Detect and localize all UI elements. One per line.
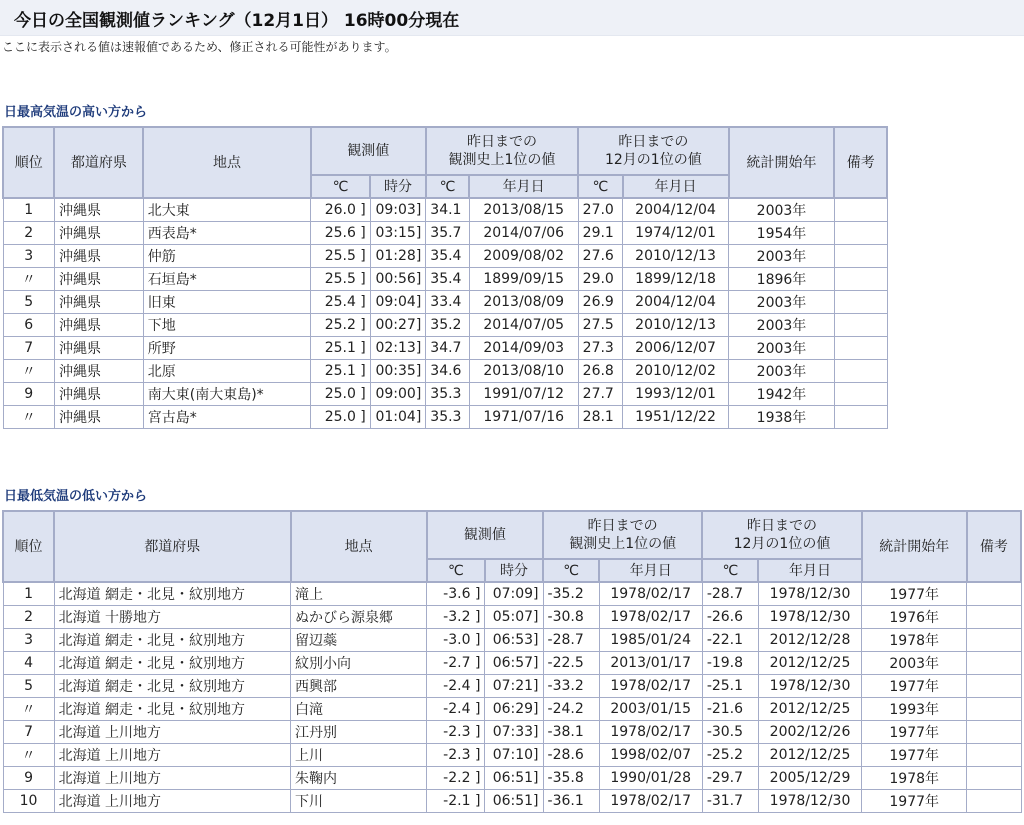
prefecture-cell: 沖縄県: [54, 314, 143, 337]
record-value-cell: 35.7: [426, 222, 469, 245]
station-cell: 旧東: [143, 291, 311, 314]
station-cell: 北大東: [143, 198, 311, 222]
month-record-value-cell: -25.2: [702, 744, 758, 767]
month-record-value-cell: -31.7: [702, 790, 758, 813]
prefecture-cell: 沖縄県: [54, 337, 143, 360]
station-cell: 西表島*: [143, 222, 311, 245]
record-value-cell: 35.2: [426, 314, 469, 337]
month-record-value-cell: 29.1: [578, 222, 622, 245]
month-record-date-cell: 2006/12/07: [623, 337, 729, 360]
station-cell: 白滝: [291, 698, 427, 721]
record-date-cell: 1978/02/17: [599, 675, 702, 698]
record-value-cell: -35.8: [543, 767, 599, 790]
remarks-cell: [967, 675, 1021, 698]
start-year-cell: 2003年: [729, 360, 835, 383]
start-year-cell: 1993年: [862, 698, 967, 721]
observed-value-cell: 25.0 ]: [311, 383, 371, 406]
remarks-cell: [834, 360, 887, 383]
rank-cell: 7: [3, 721, 54, 744]
station-cell: 仲筋: [143, 245, 311, 268]
observed-time-cell: 00:27]: [370, 314, 426, 337]
record-value-cell: 34.1: [426, 198, 469, 222]
observed-time-cell: 07:21]: [485, 675, 543, 698]
observed-value-cell: 25.5 ]: [311, 268, 371, 291]
rank-cell: 6: [3, 314, 54, 337]
month-record-date-cell: 1974/12/01: [623, 222, 729, 245]
start-year-cell: 1978年: [862, 767, 967, 790]
rank-cell: 3: [3, 245, 54, 268]
record-value-cell: -36.1: [543, 790, 599, 813]
table-row: [3, 629, 1021, 652]
record-date-cell: 1971/07/16: [469, 406, 578, 429]
record-date-cell: 1978/02/17: [599, 790, 702, 813]
prefecture-cell: 北海道 網走・北見・紋別地方: [54, 698, 290, 721]
table-row: [3, 698, 1021, 721]
rank-cell: 4: [3, 652, 54, 675]
record-date-cell: 2014/07/05: [469, 314, 578, 337]
station-cell: 北原: [143, 360, 311, 383]
observed-value-cell: 25.0 ]: [311, 406, 371, 429]
table-row: [3, 744, 1021, 767]
observed-value-cell: 26.0 ]: [311, 198, 371, 222]
prefecture-cell: 北海道 上川地方: [54, 744, 290, 767]
observed-time-cell: 06:57]: [485, 652, 543, 675]
header-celsius: ℃: [702, 559, 758, 582]
month-record-value-cell: -25.1: [702, 675, 758, 698]
observed-time-cell: 06:51]: [485, 790, 543, 813]
month-record-date-cell: 1978/12/30: [758, 790, 861, 813]
header-record-month: 昨日までの 12月の1位の値: [578, 127, 728, 175]
section-title-high: 日最高気温の高い方から: [4, 105, 148, 120]
remarks-cell: [967, 629, 1021, 652]
header-celsius: ℃: [578, 175, 622, 198]
prefecture-cell: 沖縄県: [54, 245, 143, 268]
high-temperature-table: [2, 126, 888, 429]
month-record-date-cell: 2010/12/13: [623, 314, 729, 337]
remarks-cell: [967, 744, 1021, 767]
record-value-cell: -33.2: [543, 675, 599, 698]
table-row: [3, 675, 1021, 698]
record-date-cell: 1978/02/17: [599, 721, 702, 744]
observed-time-cell: 09:03]: [370, 198, 426, 222]
month-record-value-cell: -29.7: [702, 767, 758, 790]
month-record-date-cell: 1978/12/30: [758, 582, 861, 606]
observed-time-cell: 02:13]: [370, 337, 426, 360]
header-time: 時分: [370, 175, 426, 198]
station-cell: 下地: [143, 314, 311, 337]
prefecture-cell: 北海道 網走・北見・紋別地方: [54, 582, 290, 606]
prefecture-cell: 沖縄県: [54, 383, 143, 406]
table-row: [3, 383, 887, 406]
table-row: [3, 245, 887, 268]
observed-time-cell: 06:51]: [485, 767, 543, 790]
observed-value-cell: -2.3 ]: [427, 744, 485, 767]
station-cell: 宮古島*: [143, 406, 311, 429]
observed-value-cell: 25.2 ]: [311, 314, 371, 337]
header-station: 地点: [291, 511, 427, 582]
prefecture-cell: 沖縄県: [54, 291, 143, 314]
remarks-cell: [834, 198, 887, 222]
month-record-value-cell: 27.6: [578, 245, 622, 268]
remarks-cell: [834, 222, 887, 245]
observed-value-cell: -2.1 ]: [427, 790, 485, 813]
header-celsius: ℃: [543, 559, 599, 582]
rank-cell: 7: [3, 337, 54, 360]
table-row: [3, 314, 887, 337]
header-date: 年月日: [758, 559, 861, 582]
month-record-value-cell: 28.1: [578, 406, 622, 429]
remarks-cell: [967, 652, 1021, 675]
record-date-cell: 1990/01/28: [599, 767, 702, 790]
station-cell: 南大東(南大東島)*: [143, 383, 311, 406]
start-year-cell: 1977年: [862, 721, 967, 744]
observed-time-cell: 06:53]: [485, 629, 543, 652]
prefecture-cell: 北海道 網走・北見・紋別地方: [54, 629, 290, 652]
month-record-date-cell: 1993/12/01: [623, 383, 729, 406]
observed-time-cell: 09:04]: [370, 291, 426, 314]
month-record-value-cell: -30.5: [702, 721, 758, 744]
remarks-cell: [834, 291, 887, 314]
table-row: [3, 652, 1021, 675]
table-row: [3, 222, 887, 245]
header-celsius: ℃: [426, 175, 469, 198]
prefecture-cell: 北海道 網走・北見・紋別地方: [54, 652, 290, 675]
prefecture-cell: 北海道 上川地方: [54, 790, 290, 813]
header-rank: 順位: [3, 127, 54, 198]
page-title: 今日の全国観測値ランキング（12月1日） 16時00分現在: [0, 0, 1024, 36]
observed-time-cell: 00:35]: [370, 360, 426, 383]
station-cell: 西興部: [291, 675, 427, 698]
observed-value-cell: -2.7 ]: [427, 652, 485, 675]
observed-value-cell: -3.0 ]: [427, 629, 485, 652]
remarks-cell: [967, 790, 1021, 813]
start-year-cell: 1954年: [729, 222, 835, 245]
header-time: 時分: [485, 559, 543, 582]
table-row: [3, 721, 1021, 744]
header-celsius: ℃: [427, 559, 485, 582]
section-title-low: 日最低気温の低い方から: [4, 489, 148, 504]
table-row: [3, 767, 1021, 790]
record-value-cell: 35.3: [426, 406, 469, 429]
observed-value-cell: 25.1 ]: [311, 360, 371, 383]
prefecture-cell: 沖縄県: [54, 198, 143, 222]
header-record-month: 昨日までの 12月の1位の値: [702, 511, 861, 559]
remarks-cell: [834, 337, 887, 360]
remarks-cell: [967, 767, 1021, 790]
month-record-date-cell: 2004/12/04: [623, 198, 729, 222]
prefecture-cell: 沖縄県: [54, 360, 143, 383]
prefecture-cell: 沖縄県: [54, 268, 143, 291]
record-value-cell: -30.8: [543, 606, 599, 629]
notice-text: ここに表示される値は速報値であるため、修正される可能性があります。: [2, 40, 397, 54]
month-record-value-cell: -19.8: [702, 652, 758, 675]
start-year-cell: 1896年: [729, 268, 835, 291]
table-row: [3, 360, 887, 383]
record-date-cell: 1991/07/12: [469, 383, 578, 406]
prefecture-cell: 北海道 網走・北見・紋別地方: [54, 675, 290, 698]
month-record-date-cell: 2004/12/04: [623, 291, 729, 314]
header-observed: 観測値: [427, 511, 543, 559]
month-record-date-cell: 2010/12/13: [623, 245, 729, 268]
station-cell: 滝上: [291, 582, 427, 606]
remarks-cell: [967, 582, 1021, 606]
observed-value-cell: -3.2 ]: [427, 606, 485, 629]
record-value-cell: 35.4: [426, 268, 469, 291]
table-row: [3, 406, 887, 429]
month-record-value-cell: 27.3: [578, 337, 622, 360]
record-value-cell: -35.2: [543, 582, 599, 606]
start-year-cell: 2003年: [729, 198, 835, 222]
month-record-value-cell: 26.8: [578, 360, 622, 383]
rank-cell: 10: [3, 790, 54, 813]
record-value-cell: -24.2: [543, 698, 599, 721]
observed-value-cell: -2.3 ]: [427, 721, 485, 744]
remarks-cell: [967, 721, 1021, 744]
record-date-cell: 2014/09/03: [469, 337, 578, 360]
observed-time-cell: 01:04]: [370, 406, 426, 429]
station-cell: 江丹別: [291, 721, 427, 744]
month-record-value-cell: -26.6: [702, 606, 758, 629]
month-record-date-cell: 1978/12/30: [758, 675, 861, 698]
record-value-cell: -28.6: [543, 744, 599, 767]
month-record-date-cell: 2012/12/25: [758, 652, 861, 675]
start-year-cell: 1942年: [729, 383, 835, 406]
month-record-date-cell: 2005/12/29: [758, 767, 861, 790]
month-record-date-cell: 1978/12/30: [758, 606, 861, 629]
header-station: 地点: [143, 127, 311, 198]
header-start-year: 統計開始年: [862, 511, 967, 582]
prefecture-cell: 北海道 十勝地方: [54, 606, 290, 629]
record-value-cell: 34.7: [426, 337, 469, 360]
record-date-cell: 1899/09/15: [469, 268, 578, 291]
record-date-cell: 1978/02/17: [599, 606, 702, 629]
start-year-cell: 2003年: [729, 245, 835, 268]
rank-cell: 5: [3, 675, 54, 698]
observed-time-cell: 05:07]: [485, 606, 543, 629]
header-rank: 順位: [3, 511, 54, 582]
month-record-date-cell: 2012/12/25: [758, 744, 861, 767]
record-date-cell: 1998/02/07: [599, 744, 702, 767]
start-year-cell: 2003年: [729, 337, 835, 360]
record-date-cell: 2003/01/15: [599, 698, 702, 721]
observed-time-cell: 00:56]: [370, 268, 426, 291]
start-year-cell: 1977年: [862, 790, 967, 813]
month-record-value-cell: -22.1: [702, 629, 758, 652]
table-row: [3, 198, 887, 222]
rank-cell: 2: [3, 606, 54, 629]
rank-cell: 5: [3, 291, 54, 314]
month-record-date-cell: 2012/12/28: [758, 629, 861, 652]
rank-cell: 2: [3, 222, 54, 245]
record-date-cell: 2009/08/02: [469, 245, 578, 268]
month-record-date-cell: 2012/12/25: [758, 698, 861, 721]
start-year-cell: 2003年: [862, 652, 967, 675]
header-remarks: 備考: [967, 511, 1021, 582]
record-value-cell: -28.7: [543, 629, 599, 652]
station-cell: 留辺蘂: [291, 629, 427, 652]
rank-cell: 〃: [3, 268, 54, 291]
observed-value-cell: 25.4 ]: [311, 291, 371, 314]
header-start-year: 統計開始年: [729, 127, 835, 198]
record-date-cell: 1978/02/17: [599, 582, 702, 606]
start-year-cell: 1977年: [862, 744, 967, 767]
record-value-cell: 33.4: [426, 291, 469, 314]
month-record-date-cell: 1951/12/22: [623, 406, 729, 429]
station-cell: 朱鞠内: [291, 767, 427, 790]
prefecture-cell: 北海道 上川地方: [54, 767, 290, 790]
table-row: [3, 606, 1021, 629]
header-observed: 観測値: [311, 127, 426, 175]
record-date-cell: 2013/08/10: [469, 360, 578, 383]
start-year-cell: 1976年: [862, 606, 967, 629]
station-cell: 紋別小向: [291, 652, 427, 675]
observed-value-cell: -2.2 ]: [427, 767, 485, 790]
record-value-cell: -38.1: [543, 721, 599, 744]
header-prefecture: 都道府県: [54, 511, 290, 582]
month-record-value-cell: 26.9: [578, 291, 622, 314]
record-date-cell: 2013/08/09: [469, 291, 578, 314]
start-year-cell: 2003年: [729, 314, 835, 337]
observed-value-cell: 25.5 ]: [311, 245, 371, 268]
remarks-cell: [834, 314, 887, 337]
month-record-date-cell: 2002/12/26: [758, 721, 861, 744]
remarks-cell: [967, 606, 1021, 629]
rank-cell: 〃: [3, 698, 54, 721]
rank-cell: 1: [3, 198, 54, 222]
table-row: [3, 790, 1021, 813]
header-celsius: ℃: [311, 175, 371, 198]
remarks-cell: [967, 698, 1021, 721]
record-date-cell: 1985/01/24: [599, 629, 702, 652]
observed-time-cell: 01:28]: [370, 245, 426, 268]
month-record-value-cell: -21.6: [702, 698, 758, 721]
observed-value-cell: -3.6 ]: [427, 582, 485, 606]
month-record-value-cell: -28.7: [702, 582, 758, 606]
table-row: [3, 268, 887, 291]
header-record-all: 昨日までの 観測史上1位の値: [543, 511, 702, 559]
station-cell: ぬかびら源泉郷: [291, 606, 427, 629]
remarks-cell: [834, 406, 887, 429]
header-date: 年月日: [469, 175, 578, 198]
record-value-cell: 35.4: [426, 245, 469, 268]
month-record-value-cell: 27.0: [578, 198, 622, 222]
record-value-cell: -22.5: [543, 652, 599, 675]
station-cell: 石垣島*: [143, 268, 311, 291]
observed-value-cell: -2.4 ]: [427, 698, 485, 721]
rank-cell: 〃: [3, 360, 54, 383]
rank-cell: 3: [3, 629, 54, 652]
remarks-cell: [834, 245, 887, 268]
rank-cell: 1: [3, 582, 54, 606]
remarks-cell: [834, 268, 887, 291]
header-record-all: 昨日までの 観測史上1位の値: [426, 127, 578, 175]
start-year-cell: 1977年: [862, 582, 967, 606]
start-year-cell: 1978年: [862, 629, 967, 652]
table-row: [3, 582, 1021, 606]
start-year-cell: 1977年: [862, 675, 967, 698]
remarks-cell: [834, 383, 887, 406]
low-temperature-table: [2, 510, 1022, 813]
start-year-cell: 1938年: [729, 406, 835, 429]
month-record-date-cell: 2010/12/02: [623, 360, 729, 383]
table-row: [3, 291, 887, 314]
observed-time-cell: 09:00]: [370, 383, 426, 406]
header-date: 年月日: [599, 559, 702, 582]
prefecture-cell: 沖縄県: [54, 222, 143, 245]
observed-time-cell: 06:29]: [485, 698, 543, 721]
record-value-cell: 35.3: [426, 383, 469, 406]
observed-time-cell: 07:10]: [485, 744, 543, 767]
observed-time-cell: 07:09]: [485, 582, 543, 606]
station-cell: 所野: [143, 337, 311, 360]
start-year-cell: 2003年: [729, 291, 835, 314]
table-row: [3, 337, 887, 360]
month-record-value-cell: 27.5: [578, 314, 622, 337]
observed-value-cell: 25.1 ]: [311, 337, 371, 360]
record-date-cell: 2013/01/17: [599, 652, 702, 675]
station-cell: 下川: [291, 790, 427, 813]
header-date: 年月日: [623, 175, 729, 198]
observed-time-cell: 07:33]: [485, 721, 543, 744]
rank-cell: 〃: [3, 406, 54, 429]
prefecture-cell: 北海道 上川地方: [54, 721, 290, 744]
observed-time-cell: 03:15]: [370, 222, 426, 245]
prefecture-cell: 沖縄県: [54, 406, 143, 429]
month-record-value-cell: 27.7: [578, 383, 622, 406]
station-cell: 上川: [291, 744, 427, 767]
header-remarks: 備考: [834, 127, 887, 198]
observed-value-cell: -2.4 ]: [427, 675, 485, 698]
rank-cell: 9: [3, 767, 54, 790]
observed-value-cell: 25.6 ]: [311, 222, 371, 245]
record-date-cell: 2013/08/15: [469, 198, 578, 222]
header-prefecture: 都道府県: [54, 127, 143, 198]
month-record-date-cell: 1899/12/18: [623, 268, 729, 291]
rank-cell: 〃: [3, 744, 54, 767]
rank-cell: 9: [3, 383, 54, 406]
record-value-cell: 34.6: [426, 360, 469, 383]
month-record-value-cell: 29.0: [578, 268, 622, 291]
record-date-cell: 2014/07/06: [469, 222, 578, 245]
